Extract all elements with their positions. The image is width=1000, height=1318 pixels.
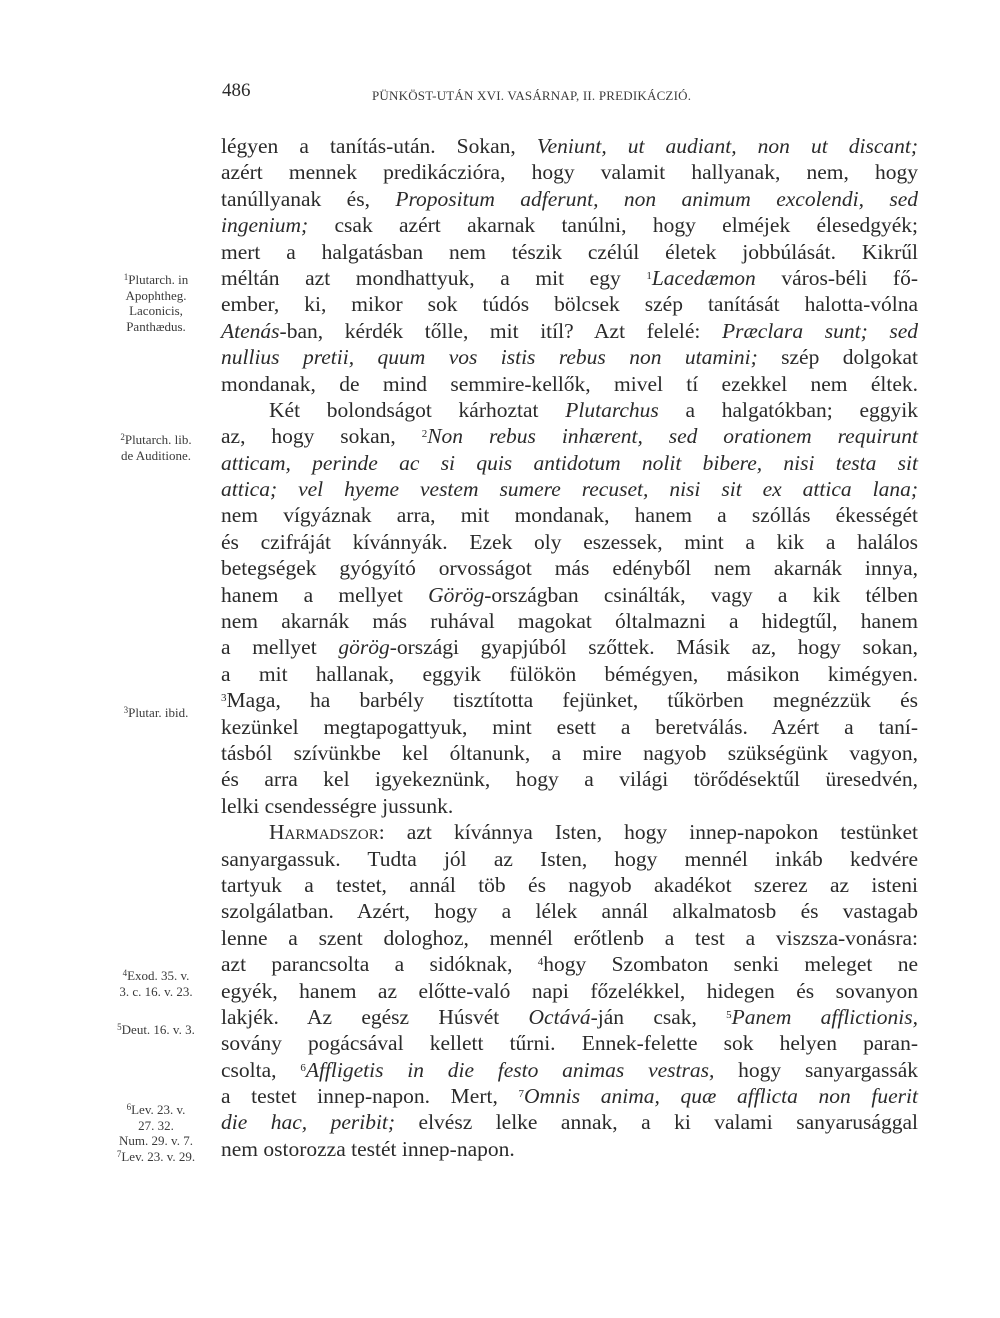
margin-note-4 — [100, 968, 212, 999]
text-line: lenne a szent dologhoz, mennél erőtlenb a test a viszsza-vonásra: — [221, 925, 918, 950]
margin-note-5 — [100, 1022, 212, 1038]
margin-note-line: Apophtheg. — [125, 287, 187, 303]
margin-note-line: Plutar. ibid. — [128, 705, 189, 720]
text-line: a testet innep-napon. Mert, $^7$Omnis anima, quæ afflicta non fuerit — [221, 1084, 918, 1109]
note-marker: 7 — [518, 1088, 524, 1101]
margin-note-line: Laconicis, — [129, 303, 183, 318]
margin-note-line: Lev. 23. v. 29. — [121, 1149, 196, 1164]
text-line: szolgálatban. Azért, hogy a lélek annál alkalmatosb és vastagab — [221, 899, 918, 924]
text-line: kezünkel megtapogattyuk, mint esett a beretválás. Azért a taní- — [221, 714, 918, 739]
text-line: csolta, $^6$Affligetis in die festo animas vestras, hogy sanyargassák — [221, 1057, 918, 1082]
note-marker: 3 — [221, 692, 227, 705]
note-marker: 1 — [646, 269, 652, 282]
text-line: tásból szívünkbe kel óltanunk, a mire nagyob szükségünk vagyon, — [221, 740, 918, 765]
body-text — [221, 133, 918, 1162]
text-line: atticam, perinde ac si quis antidotum nolit bibere, nisi testa sit — [221, 450, 918, 475]
running-head: PÜNKÖST-UTÁN XVI. VASÁRNAP, II. PREDIKÁCZIÓ. — [372, 88, 692, 103]
text-line: nem akarnák más ruhával magokat óltalmazni a hidegtűl, hanem — [221, 609, 918, 634]
text-line: betegségek gyógyító orvosságot más edényből nem akarnák innya, — [221, 556, 918, 581]
note-marker: 7 — [116, 1149, 122, 1159]
margin-note-line: Plutarch. lib. — [124, 432, 192, 447]
text-line: ingenium; csak azért akarnak tanúlni, hogy elméjek élesedgyék; — [221, 213, 918, 238]
note-marker: 1 — [123, 272, 129, 282]
text-line: méltán azt mondhattyuk, a mit egy $^1$Lacedæmon város-béli fő- — [221, 265, 918, 290]
text-line: sanyargassuk. Tudta jól az Isten, hogy mennél inkáb kedvére — [221, 846, 918, 871]
text-line: tanúllyanak és, Propositum adferunt, non animum excolendi, sed — [221, 186, 918, 211]
text-line: és czifráját kívánnyák. Ezek oly eszessek, mint a kik a halálos — [221, 529, 918, 554]
margin-note-6 — [100, 1102, 212, 1149]
text-line: nem ostorozza testét innep-napon. — [221, 1136, 515, 1161]
margin-note-line: Lev. 23. v. — [131, 1102, 186, 1117]
margin-note-1 — [100, 272, 212, 334]
note-marker: 3 — [123, 705, 129, 715]
text-line: azért mennek predikáczióra, hogy valamit hallyanak, nem, hogy — [221, 160, 918, 185]
text-line: Harmadszor: azt kívánnya Isten, hogy innep-napokon testünket — [269, 820, 918, 845]
text-line: az, hogy sokan, $^2$Non rebus inhærent, sed orationem requirunt — [221, 424, 919, 449]
margin-note-3 — [100, 705, 212, 721]
text-line: hanem a mellyet Görög-országban csinálták, vagy a kik télben — [221, 582, 918, 607]
text-line: nem vígyáznak arra, mit mondanak, hanem a szóllás ékességét — [221, 503, 918, 528]
text-line: mert a halgatásban nem tészik czélúl életek jobbúlását. Kikrűl — [221, 239, 918, 264]
text-line: légyen a tanítás-után. Sokan, Veniunt, ut audiant, non ut discant; — [221, 134, 919, 158]
text-line: sovány pogácsával kellett tűrni. Ennek-felette sok helyen paran- — [221, 1031, 918, 1056]
margin-note-line: de Auditione. — [120, 447, 192, 463]
margin-note-line: Panthædus. — [126, 318, 186, 334]
text-line: ember, ki, mikor sok túdós bölcsek szép tanítását halotta-vólna — [221, 292, 918, 317]
note-marker: 4 — [122, 968, 128, 978]
text-line: lelki csendességre jussunk. — [221, 793, 454, 818]
note-marker: 5 — [726, 1008, 732, 1021]
page-number: 486 — [222, 80, 251, 101]
text-line: Két bolondságot kárhoztat Plutarchus a halgatókban; eggyik — [269, 397, 918, 422]
note-marker: 4 — [537, 956, 544, 969]
margin-note-7 — [100, 1149, 212, 1165]
text-line: egyék, hanem az előtte-való napi főzelékkel, hidegen és sovanyon — [221, 978, 918, 1003]
note-marker: 6 — [126, 1102, 132, 1112]
text-line: tartyuk a testet, annál töb és nagyob akadékot szerez az isteni — [221, 872, 918, 897]
text-line: és arra kel igyekeznünk, hogy a világi törődésektűl üresedvén, — [221, 767, 918, 792]
margin-note-line: Exod. 35. v. — [127, 968, 190, 983]
note-marker: 6 — [300, 1061, 306, 1074]
text-line: Atenás-ban, kérdék tőlle, mit itíl? Azt felelé: Præclara sunt; sed — [221, 318, 918, 343]
text-line: attica; vel hyeme vestem sumere recuset, nisi sit ex attica lana; — [221, 477, 918, 502]
margin-note-line: Deut. 16. v. 3. — [121, 1022, 195, 1037]
note-marker: 2 — [421, 428, 428, 441]
text-line: die hac, peribit; elvész lelke annak, a ki valami sanyarusággal — [221, 1110, 918, 1135]
text-line: $^3$Maga, ha barbély tisztította fejünket, tűkörben megnézzük és — [221, 688, 918, 713]
text-line: lakjék. Az egész Húsvét Octává-ján csak, $^5$Panem afflictionis, — [221, 1004, 918, 1029]
text-line: mondanak, de mind semmire-kellők, mivel tí ezekkel nem éltek. — [221, 371, 918, 396]
margin-note-line: Plutarch. in — [128, 272, 189, 287]
margin-note-line: 3. c. 16. v. 23. — [119, 983, 193, 999]
margin-note-2 — [100, 432, 212, 463]
note-marker: 5 — [117, 1022, 122, 1032]
text-line: a mellyet görög-országi gyapjúból szőttek. Másik az, hogy sokan, — [221, 635, 918, 660]
text-line: nullius pretii, quum vos istis rebus non utamini; szép dolgokat — [221, 345, 918, 370]
margin-note-line: Num. 29. v. 7. — [119, 1133, 193, 1148]
text-line: a mit hallanak, eggyik fülökön bémégyen, másikon kimégyen. — [221, 661, 918, 686]
note-marker: 2 — [120, 432, 125, 442]
margin-note-line: 27. 32. — [138, 1117, 174, 1133]
text-line: azt parancsolta a sidóknak, $^4$hogy Szombaton senki meleget ne — [221, 952, 918, 977]
